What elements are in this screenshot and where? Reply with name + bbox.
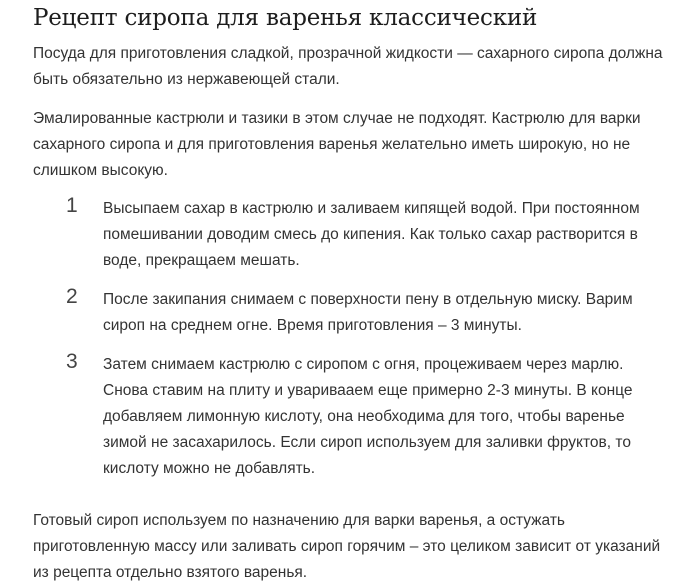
step-number: 2 <box>66 285 78 308</box>
step-item <box>33 196 668 274</box>
steps-list <box>33 196 668 482</box>
step-number: 3 <box>66 350 78 373</box>
step-text: Затем снимаем кастрюлю с сиропом с огня, процеживаем через марлю. Снова ставим на плиту и уваривааем еще примерно 2-3 минуты. В конце добавляем лимонную кислоту, она необходима для того, чтобы варенье зимой не засахарилось. Если сироп используем для заливки фруктов, то кислоту можно не добавлять. <box>103 356 633 477</box>
step-item <box>33 352 668 482</box>
intro-paragraph: Посуда для приготовления сладкой, прозрачной жидкости — сахарного сиропа должна быть обязательно из нержавеющей стали. <box>33 45 663 88</box>
closing-paragraph: Готовый сироп используем по назначению для варки варенья, а остужать приготовленную массу или заливать сироп горячим – это целиком зависит от указаний из рецепта отдельно взятого варенья. <box>33 512 661 581</box>
step-text: После закипания снимаем с поверхности пену в отдельную миску. Варим сироп на среднем огне. Время приготовления – 3 минуты. <box>103 291 633 334</box>
step-item <box>33 287 668 339</box>
step-text: Высыпаем сахар в кастрюлю и заливаем кипящей водой. При постоянном помешивании доводим смесь до кипения. Как только сахар растворится в воде, прекращаем мешать. <box>103 200 640 269</box>
intro-paragraph: Эмалированные кастрюли и тазики в этом случае не подходят. Кастрюлю для варки сахарного сиропа и для приготовления варенья желательно иметь широкую, но не слишком высокую. <box>33 110 641 179</box>
article-title: Рецепт сиропа для варенья классический <box>33 5 538 31</box>
step-number: 1 <box>66 194 78 217</box>
